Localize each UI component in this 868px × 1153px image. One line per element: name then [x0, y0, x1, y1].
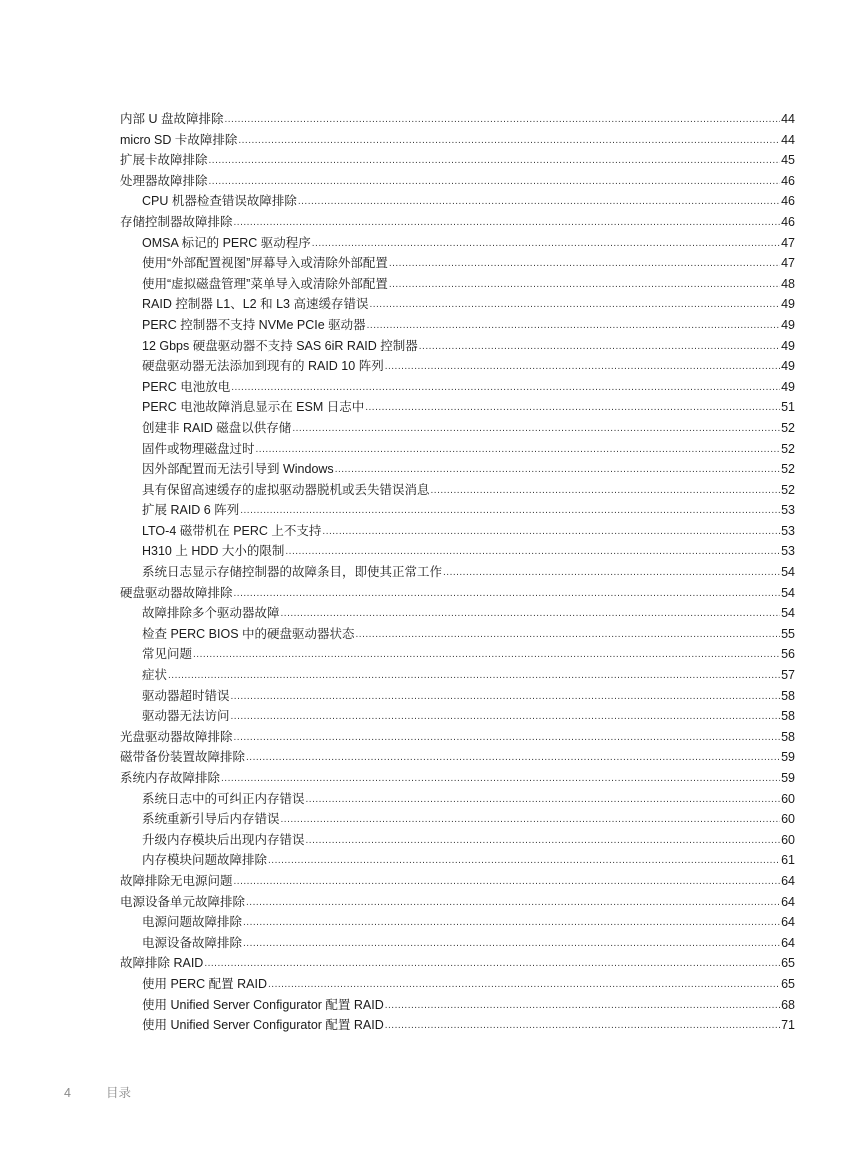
toc-entry-page-number[interactable]: 60 [781, 791, 795, 806]
toc-dot-leader [246, 893, 780, 914]
toc-entry-page-number[interactable]: 58 [781, 688, 795, 703]
toc-dot-leader [385, 357, 780, 378]
toc-dot-leader [221, 769, 780, 790]
toc-entry-page-number[interactable]: 51 [781, 400, 795, 415]
toc-dot-leader [306, 790, 781, 811]
toc-entry-title[interactable]: RAID 控制器 L1、L2 和 L3 高速缓存错误 [142, 297, 369, 312]
toc-dot-leader [298, 192, 780, 213]
toc-dot-leader [231, 378, 780, 399]
toc-entry-title[interactable]: 固件或物理磁盘过时 [142, 441, 255, 456]
toc-entry-title[interactable]: 存储控制器故障排除 [120, 214, 233, 229]
footer-section-label: 目录 [106, 1086, 132, 1100]
toc-entry[interactable] [120, 953, 795, 974]
toc-entry[interactable] [120, 191, 795, 212]
toc-dot-leader [389, 275, 780, 296]
toc-entry-page-number[interactable]: 59 [781, 771, 795, 785]
toc-entry-page-number[interactable]: 52 [781, 441, 795, 456]
toc-entry[interactable] [120, 624, 795, 645]
toc-entry[interactable] [120, 583, 795, 604]
toc-dot-leader [193, 645, 780, 666]
toc-dot-leader [306, 831, 781, 852]
toc-entry[interactable] [120, 686, 795, 707]
toc-dot-leader [322, 522, 780, 543]
toc-dot-leader [234, 584, 781, 605]
toc-entry[interactable] [120, 706, 795, 727]
toc-entry-page-number[interactable]: 65 [781, 956, 795, 971]
toc-entry-page-number[interactable]: 45 [781, 153, 795, 168]
footer-page-number: 4 [64, 1086, 71, 1100]
toc-entry[interactable] [120, 212, 795, 233]
toc-entry-page-number[interactable]: 71 [781, 1018, 795, 1033]
toc-entry-title[interactable]: H310 上 HDD 大小的限制 [142, 544, 285, 559]
toc-entry[interactable] [120, 397, 795, 418]
toc-dot-leader [204, 954, 780, 975]
toc-entry[interactable] [120, 747, 795, 768]
toc-entry[interactable] [120, 356, 795, 377]
toc-dot-leader [389, 254, 780, 275]
toc-entry[interactable] [120, 294, 795, 315]
toc-entry-title[interactable]: 使用 Unified Server Configurator 配置 RAID [142, 1018, 384, 1033]
toc-dot-leader [256, 440, 781, 461]
toc-entry-page-number[interactable]: 49 [781, 297, 795, 312]
toc-dot-leader [243, 934, 780, 955]
toc-entry-title[interactable]: 12 Gbps 硬盘驱动器不支持 SAS 6iR RAID 控制器 [142, 338, 418, 353]
toc-entry[interactable] [120, 109, 795, 130]
toc-entry[interactable] [120, 789, 795, 810]
toc-entry-page-number[interactable]: 64 [781, 894, 795, 909]
toc-entry-title[interactable]: CPU 机器检查错误故障排除 [142, 194, 297, 209]
toc-entry[interactable] [120, 150, 795, 171]
toc-entry[interactable] [120, 418, 795, 439]
toc-entry-page-number[interactable]: 48 [781, 276, 795, 291]
toc-dot-leader [385, 996, 780, 1017]
toc-entry-title[interactable]: 扩展卡故障排除 [120, 153, 208, 168]
toc-entry-title[interactable]: 系统内存故障排除 [120, 771, 221, 785]
toc-entry-title[interactable]: 电源问题故障排除 [142, 915, 243, 930]
toc-entry[interactable] [120, 933, 795, 954]
toc-dot-leader [443, 563, 780, 584]
toc-dot-leader [234, 872, 781, 893]
toc-dot-leader [369, 295, 780, 316]
toc-entry-page-number[interactable]: 52 [781, 462, 795, 477]
toc-entry-page-number[interactable]: 56 [781, 647, 795, 662]
toc-entry[interactable] [120, 274, 795, 295]
toc-entry-title[interactable]: PERC 电池放电 [142, 379, 231, 394]
toc-entry-title[interactable]: 常见问题 [142, 647, 193, 662]
toc-entry-page-number[interactable]: 53 [781, 503, 795, 518]
toc-entry-page-number[interactable]: 49 [781, 379, 795, 394]
toc-dot-leader [281, 604, 781, 625]
toc-entry-title[interactable]: 创建非 RAID 磁盘以供存储 [142, 420, 292, 435]
toc-entry[interactable] [120, 768, 795, 789]
toc-entry-title[interactable]: 升级内存模块后出现内存错误 [142, 832, 305, 847]
toc-dot-leader [243, 913, 780, 934]
page-footer [64, 1083, 131, 1101]
toc-entry-page-number[interactable]: 54 [781, 585, 795, 600]
toc-entry-title[interactable]: 症状 [142, 668, 168, 683]
toc-dot-leader [168, 666, 780, 687]
toc-dot-leader [285, 542, 780, 563]
toc-dot-leader [281, 810, 781, 831]
toc-entry[interactable] [120, 912, 795, 933]
toc-entry-title[interactable]: 故障排除多个驱动器故障 [142, 606, 280, 621]
toc-entry-title[interactable]: 硬盘驱动器无法添加到现有的 RAID 10 阵列 [142, 359, 384, 374]
table-of-contents [120, 109, 795, 1036]
toc-entry-page-number[interactable]: 64 [781, 873, 795, 888]
toc-entry-page-number[interactable]: 68 [781, 997, 795, 1012]
toc-dot-leader [238, 131, 780, 152]
toc-dot-leader [231, 707, 781, 728]
toc-entry[interactable] [120, 603, 795, 624]
toc-entry-title[interactable]: LTO-4 磁带机在 PERC 上不支持 [142, 523, 322, 538]
toc-entry-title[interactable]: PERC 电池故障消息显示在 ESM 日志中 [142, 400, 365, 415]
toc-entry[interactable] [120, 809, 795, 830]
toc-entry[interactable] [120, 336, 795, 357]
toc-entry-page-number[interactable]: 65 [781, 976, 795, 991]
toc-dot-leader [240, 501, 780, 522]
toc-entry-page-number[interactable]: 54 [781, 565, 795, 580]
toc-entry-page-number[interactable]: 57 [781, 668, 795, 683]
toc-dot-leader [224, 110, 780, 131]
toc-entry[interactable] [120, 974, 795, 995]
toc-entry-title[interactable]: 使用 Unified Server Configurator 配置 RAID [142, 997, 384, 1012]
toc-entry-page-number[interactable]: 52 [781, 420, 795, 435]
toc-entry-title[interactable]: 处理器故障排除 [120, 173, 208, 188]
toc-dot-leader [209, 151, 781, 172]
toc-entry-title[interactable]: 驱动器无法访问 [142, 709, 230, 724]
toc-entry-page-number[interactable]: 49 [781, 317, 795, 332]
toc-entry-page-number[interactable]: 52 [781, 482, 795, 497]
toc-dot-leader [367, 316, 780, 337]
toc-entry-page-number[interactable]: 54 [781, 606, 795, 621]
toc-entry-title[interactable]: 硬盘驱动器故障排除 [120, 585, 233, 600]
toc-entry[interactable] [120, 480, 795, 501]
toc-entry[interactable] [120, 233, 795, 254]
toc-entry[interactable] [120, 377, 795, 398]
toc-entry-page-number[interactable]: 58 [781, 729, 795, 744]
toc-entry-page-number[interactable]: 60 [781, 812, 795, 827]
toc-dot-leader [385, 1016, 780, 1037]
toc-entry[interactable] [120, 562, 795, 583]
toc-entry[interactable] [120, 1015, 795, 1036]
toc-entry-title[interactable]: micro SD 卡故障排除 [120, 132, 238, 147]
toc-entry[interactable] [120, 541, 795, 562]
toc-entry-page-number[interactable]: 46 [781, 173, 795, 188]
toc-entry[interactable] [120, 727, 795, 748]
toc-entry-page-number[interactable]: 60 [781, 832, 795, 847]
toc-entry[interactable] [120, 665, 795, 686]
toc-entry[interactable] [120, 439, 795, 460]
toc-entry-title[interactable]: 驱动器超时错误 [142, 688, 230, 703]
toc-entry[interactable] [120, 871, 795, 892]
toc-entry-title[interactable]: 磁带备份装置故障排除 [120, 750, 246, 765]
toc-entry-page-number[interactable]: 44 [781, 132, 795, 147]
toc-entry-title[interactable]: 检查 PERC BIOS 中的硬盘驱动器状态 [142, 626, 355, 641]
toc-dot-leader [356, 625, 781, 646]
toc-entry-title[interactable]: 内部 U 盘故障排除 [120, 112, 224, 126]
toc-entry[interactable] [120, 253, 795, 274]
toc-dot-leader [431, 481, 781, 502]
toc-dot-leader [234, 728, 781, 749]
toc-entry[interactable] [120, 521, 795, 542]
toc-entry[interactable] [120, 171, 795, 192]
toc-entry-title[interactable]: 电源设备故障排除 [142, 935, 243, 950]
toc-dot-leader [335, 460, 780, 481]
toc-dot-leader [268, 851, 780, 872]
toc-dot-leader [234, 213, 781, 234]
toc-entry[interactable] [120, 995, 795, 1016]
toc-dot-leader [312, 234, 780, 255]
toc-entry-page-number[interactable]: 53 [781, 544, 795, 559]
toc-entry-title[interactable]: 扩展 RAID 6 阵列 [142, 503, 240, 518]
toc-dot-leader [419, 337, 780, 358]
toc-entry-title[interactable]: 系统重新引导后内存错误 [142, 812, 280, 827]
toc-entry-title[interactable]: 电源设备单元故障排除 [120, 894, 246, 909]
toc-entry-title[interactable]: PERC 控制器不支持 NVMe PCIe 驱动器 [142, 317, 366, 332]
toc-entry-title[interactable]: 内存模块问题故障排除 [142, 853, 268, 868]
toc-dot-leader [365, 398, 780, 419]
toc-entry[interactable] [120, 892, 795, 913]
toc-entry-title[interactable]: 系统日志中的可纠正内存错误 [142, 791, 305, 806]
toc-entry-page-number[interactable]: 49 [781, 359, 795, 374]
toc-entry-title[interactable]: 使用“虚拟磁盘管理”菜单导入或清除外部配置 [142, 276, 388, 291]
toc-entry-page-number[interactable]: 46 [781, 214, 795, 229]
toc-entry-title[interactable]: 系统日志显示存储控制器的故障条目，即使其正常工作 [142, 565, 443, 580]
toc-entry[interactable] [120, 830, 795, 851]
toc-entry[interactable] [120, 850, 795, 871]
toc-entry-title[interactable]: 因外部配置而无法引导到 Windows [142, 462, 334, 477]
toc-dot-leader [209, 172, 781, 193]
toc-entry-page-number[interactable]: 46 [781, 194, 795, 209]
toc-dot-leader [231, 687, 781, 708]
toc-entry-title[interactable]: 光盘驱动器故障排除 [120, 729, 233, 744]
toc-dot-leader [268, 975, 780, 996]
toc-entry-page-number[interactable]: 55 [781, 626, 795, 641]
toc-entry-page-number[interactable]: 47 [781, 256, 795, 271]
toc-entry-title[interactable]: 使用“外部配置视图”屏幕导入或清除外部配置 [142, 256, 388, 271]
toc-entry-title[interactable]: 具有保留高速缓存的虚拟驱动器脱机或丢失错误消息 [142, 482, 430, 497]
toc-entry-page-number[interactable]: 61 [781, 853, 795, 868]
toc-entry-page-number[interactable]: 58 [781, 709, 795, 724]
toc-entry-title[interactable]: OMSA 标记的 PERC 驱动程序 [142, 235, 311, 250]
toc-entry[interactable] [120, 644, 795, 665]
toc-entry-page-number[interactable]: 64 [781, 915, 795, 930]
toc-entry-page-number[interactable]: 44 [781, 112, 795, 126]
toc-dot-leader [246, 748, 780, 769]
toc-entry[interactable] [120, 459, 795, 480]
toc-entry-title[interactable]: 故障排除 RAID [120, 956, 204, 971]
toc-entry-page-number[interactable]: 47 [781, 235, 795, 250]
toc-entry-page-number[interactable]: 59 [781, 750, 795, 765]
toc-entry-page-number[interactable]: 53 [781, 523, 795, 538]
toc-entry-page-number[interactable]: 64 [781, 935, 795, 950]
toc-entry-page-number[interactable]: 49 [781, 338, 795, 353]
toc-entry[interactable] [120, 500, 795, 521]
toc-entry[interactable] [120, 130, 795, 151]
toc-entry-title[interactable]: 故障排除无电源问题 [120, 873, 233, 888]
toc-entry-title[interactable]: 使用 PERC 配置 RAID [142, 976, 268, 991]
toc-entry[interactable] [120, 315, 795, 336]
toc-dot-leader [292, 419, 780, 440]
